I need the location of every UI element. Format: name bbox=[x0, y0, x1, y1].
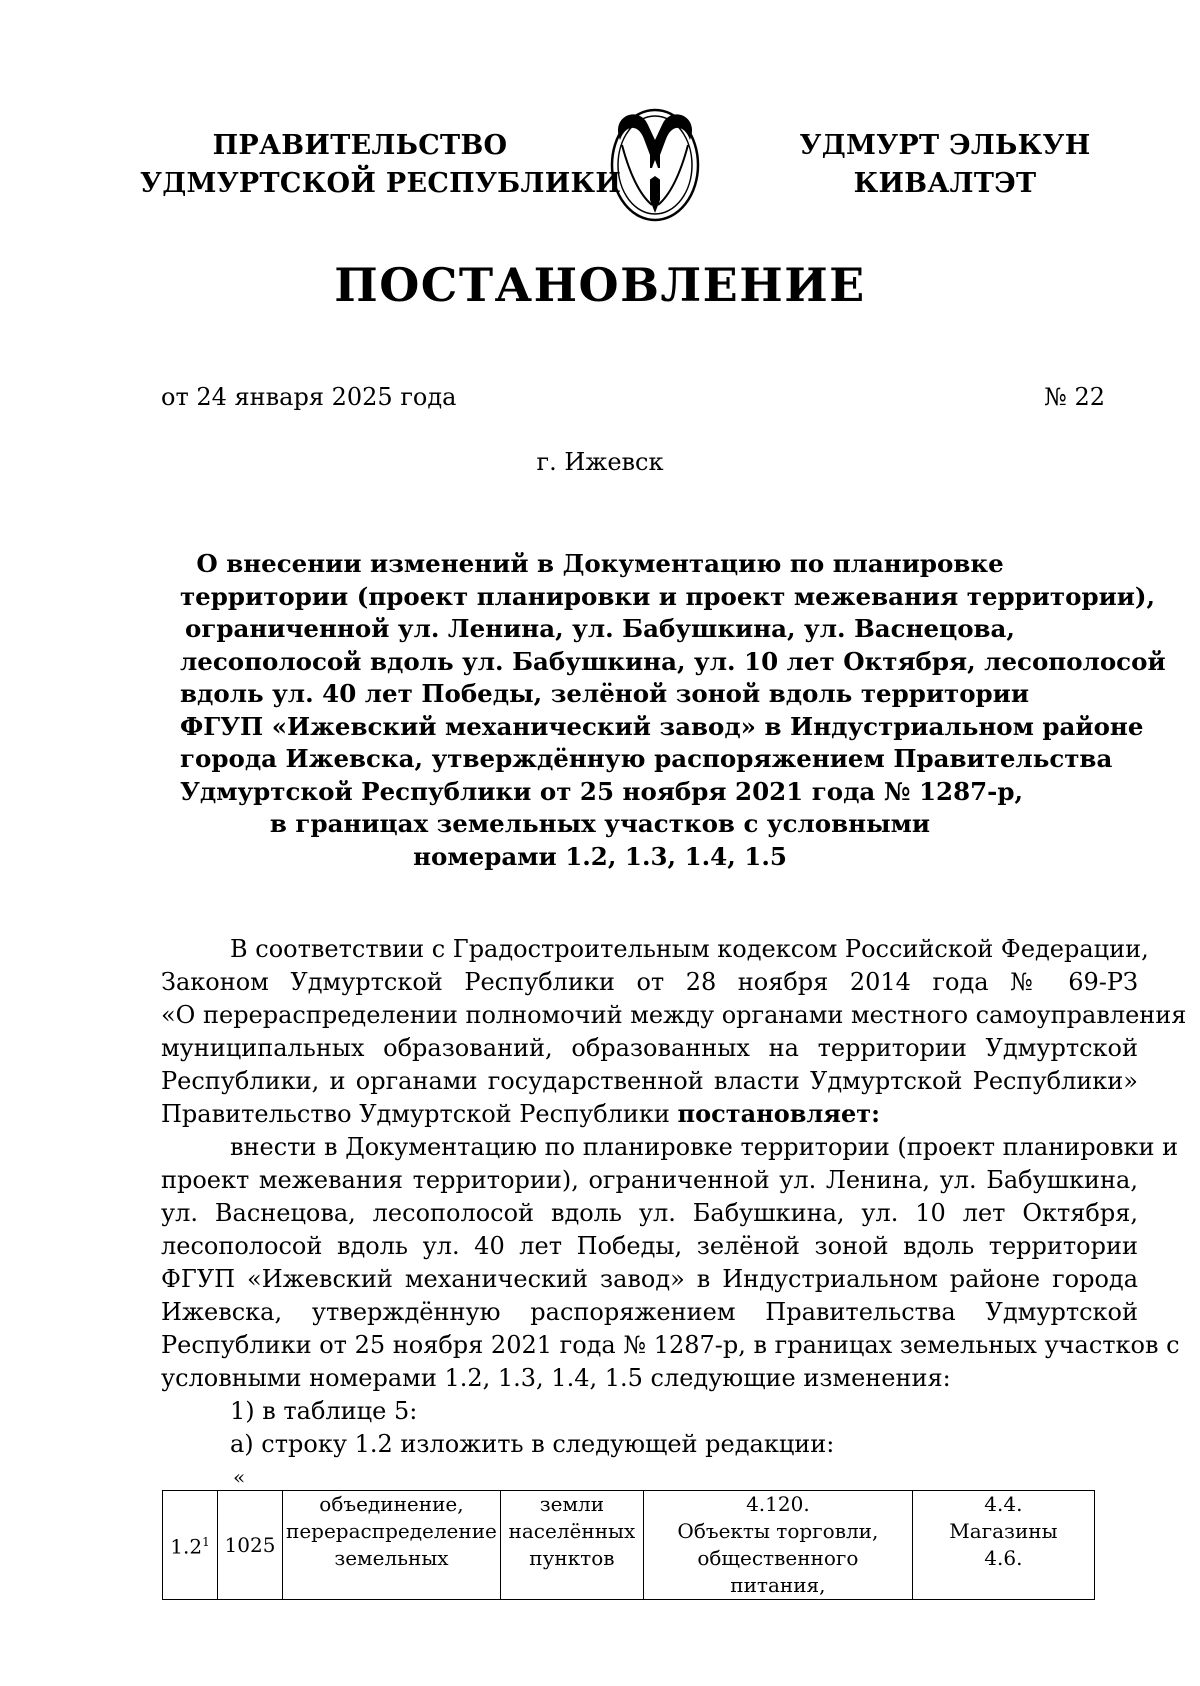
decree-verb: постановляет bbox=[677, 1099, 872, 1128]
cell-land-category bbox=[500, 1491, 643, 1600]
cell-text: 4.6. bbox=[984, 1546, 1023, 1570]
body-line: Республики, и органами государственной власти Удмуртской Республики» bbox=[161, 1067, 1138, 1095]
list-item-1: 1) в таблице 5: bbox=[230, 1397, 418, 1425]
cell-row-id bbox=[163, 1491, 218, 1600]
title-line: Удмуртской Республики от 25 ноября 2021 года № 1287-р, bbox=[180, 776, 1024, 806]
title-line: вдоль ул. 40 лет Победы, зелёной зоной вдоль территории bbox=[180, 679, 1030, 708]
cell-text: населённых bbox=[508, 1519, 636, 1543]
cell-text: земли bbox=[539, 1492, 605, 1516]
decree-text: Правительство Удмуртской Республики bbox=[161, 1100, 678, 1128]
cell-method bbox=[283, 1491, 501, 1600]
header-right-line1: УДМУРТ ЭЛЬКУН bbox=[799, 130, 1091, 161]
header-russian bbox=[140, 127, 622, 203]
cell-permitted-use bbox=[643, 1491, 912, 1600]
coat-of-arms-icon bbox=[600, 105, 710, 230]
body-line: Законом Удмуртской Республики от 28 ноября 2014 года № 69-РЗ bbox=[161, 968, 1138, 996]
document-city: г. Ижевск bbox=[536, 448, 664, 476]
title-line: ограниченной ул. Ленина, ул. Бабушкина, ул. Васнецова, bbox=[185, 614, 1015, 643]
title-line: лесополосой вдоль ул. Бабушкина, ул. 10 лет Октября, лесополосой bbox=[180, 646, 1166, 676]
cell-text: 4.4. bbox=[984, 1492, 1023, 1516]
title-line: города Ижевска, утверждённую распоряжением Правительства bbox=[180, 744, 1113, 773]
body-line: проект межевания территории), ограниченной ул. Ленина, ул. Бабушкина, bbox=[161, 1166, 1138, 1194]
cell-text: общественного питания, bbox=[697, 1546, 859, 1597]
document-title bbox=[180, 548, 1166, 873]
cell-area: 1025 bbox=[218, 1491, 283, 1600]
document-number: № 22 bbox=[1044, 383, 1105, 411]
row-id: 1.2 bbox=[170, 1534, 203, 1559]
title-line: ФГУП «Ижевский механический завод» в Индустриальном районе bbox=[180, 711, 1144, 741]
cell-text: перераспределение bbox=[286, 1519, 497, 1543]
body-line: ФГУП «Ижевский механический завод» в Индустриальном районе города bbox=[161, 1265, 1138, 1293]
cell-permitted-use-codes bbox=[912, 1491, 1094, 1600]
body-line: лесополосой вдоль ул. 40 лет Победы, зелёной зоной вдоль территории bbox=[161, 1232, 1138, 1260]
body-line: Республики от 25 ноября 2021 года № 1287-р, в границах земельных участков с bbox=[161, 1331, 1180, 1359]
row-id-sup: 1 bbox=[202, 1535, 210, 1550]
title-line: номерами 1.2, 1.3, 1.4, 1.5 bbox=[413, 841, 787, 871]
header-right-line2: КИВАЛТЭТ bbox=[853, 168, 1037, 199]
body-line: В соответствии с Градостроительным кодексом Российской Федерации, bbox=[230, 935, 1149, 963]
header-left-line2: УДМУРТСКОЙ РЕСПУБЛИКИ bbox=[140, 168, 622, 199]
cell-text: Магазины bbox=[949, 1519, 1058, 1543]
header-udmurt bbox=[795, 127, 1095, 203]
decree-colon: : bbox=[871, 1099, 881, 1128]
title-line: в границах земельных участков с условными bbox=[269, 809, 931, 838]
cell-text: пунктов bbox=[529, 1546, 615, 1570]
cell-text: Объекты торговли, bbox=[677, 1519, 879, 1543]
body-line: Ижевска, утверждённую распоряжением Правительства Удмуртской bbox=[161, 1298, 1138, 1326]
cell-text: земельных bbox=[334, 1546, 449, 1570]
title-line: территории (проект планировки и проект межевания территории), bbox=[180, 581, 1156, 611]
document-type: ПОСТАНОВЛЕНИЕ bbox=[334, 258, 866, 312]
body-line: условными номерами 1.2, 1.3, 1.4, 1.5 следующие изменения: bbox=[161, 1364, 951, 1392]
list-item-a: а) строку 1.2 изложить в следующей редакции: bbox=[230, 1430, 835, 1458]
header-left-line1: ПРАВИТЕЛЬСТВО bbox=[212, 130, 508, 161]
body-line: «О перераспределении полномочий между органами местного самоуправления bbox=[161, 1001, 1187, 1029]
table-row bbox=[163, 1491, 1095, 1600]
table-5-fragment bbox=[162, 1490, 1095, 1600]
body-line: муниципальных образований, образованных на территории Удмуртской bbox=[161, 1034, 1138, 1062]
body-line-decree bbox=[161, 1098, 880, 1130]
body-line: ул. Васнецова, лесополосой вдоль ул. Бабушкина, ул. 10 лет Октября, bbox=[161, 1199, 1138, 1227]
open-quote: « bbox=[233, 1465, 246, 1489]
document-date: от 24 января 2025 года bbox=[161, 383, 457, 411]
cell-text: объединение, bbox=[319, 1492, 464, 1516]
body-line: внести в Документацию по планировке территории (проект планировки и bbox=[230, 1133, 1179, 1161]
title-line: О внесении изменений в Документацию по планировке bbox=[196, 549, 1004, 578]
cell-text: 4.120. bbox=[746, 1492, 810, 1516]
